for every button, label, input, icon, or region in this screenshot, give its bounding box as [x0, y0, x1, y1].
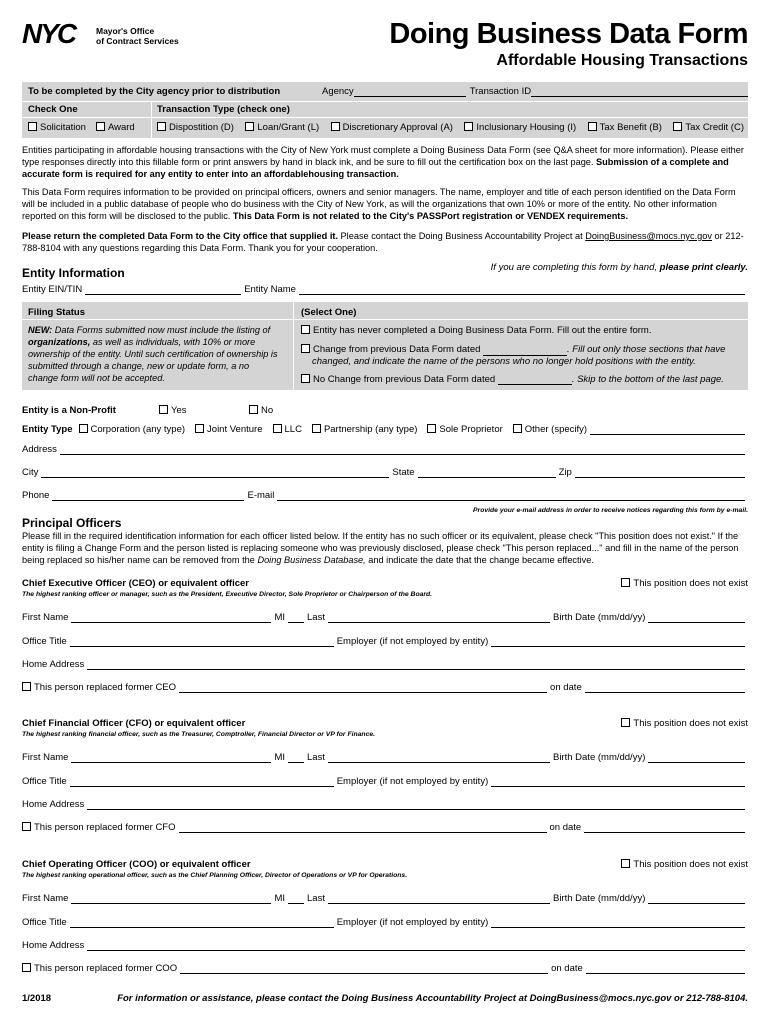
checkbox-icon[interactable] [159, 405, 168, 414]
office-title-field[interactable] [70, 776, 334, 787]
checkbox-icon[interactable] [22, 963, 31, 972]
employer-label: Employer (if not employed by entity) [336, 917, 489, 928]
ein-field[interactable] [85, 284, 241, 295]
checkbox-icon[interactable] [513, 424, 522, 433]
employer-label: Employer (if not employed by entity) [336, 776, 489, 787]
state-field[interactable] [418, 467, 556, 478]
last-name-field[interactable] [328, 752, 550, 763]
replaced-name-field[interactable] [179, 682, 547, 693]
filing-option-new[interactable]: Entity has never completed a Doing Business Data Form. Fill out the entire form. [301, 325, 651, 336]
mi-label: MI [274, 893, 286, 904]
employer-field[interactable] [491, 776, 745, 787]
logo-sub-line2: of Contract Services [96, 36, 179, 46]
officer-description: The highest ranking operational officer, such as the Chief Planning Officer, Director of Operations or VP for Operations. [22, 872, 408, 879]
phone-label: Phone [22, 490, 50, 501]
birth-date-field[interactable] [648, 893, 745, 904]
entity-type-label: Entity Type [22, 424, 73, 435]
transaction-id-field[interactable] [531, 87, 748, 97]
hand-note: If you are completing this form by hand, please print clearly. [490, 262, 748, 273]
office-title-field[interactable] [70, 917, 334, 928]
employer-field[interactable] [491, 636, 745, 647]
on-date-label: on date [551, 963, 583, 974]
type-discretionary[interactable]: Discretionary Approval (A) [331, 122, 453, 133]
agency-label: Agency [322, 86, 354, 97]
filing-option-no-change[interactable]: No Change from previous Data Form dated . Skip to the bottom of the last page. [301, 374, 724, 385]
first-name-label: First Name [22, 752, 69, 763]
filing-status-label: Filing Status [28, 307, 85, 318]
checkbox-icon[interactable] [312, 424, 321, 433]
form-subtitle: Affordable Housing Transactions [496, 52, 748, 69]
email-label: E-mail [247, 490, 275, 501]
type-disposition[interactable]: Dispostition (D) [157, 122, 234, 133]
logo-text: NYC [22, 18, 76, 49]
checkbox-icon[interactable] [301, 325, 310, 334]
agency-field[interactable] [354, 87, 466, 97]
entity-name-field[interactable] [299, 284, 745, 295]
first-name-label: First Name [22, 893, 69, 904]
address-label: Address [22, 444, 57, 455]
officer-title: Chief Executive Officer (CEO) or equivalent officer [22, 578, 249, 589]
entity-information-heading: Entity Information [22, 266, 125, 280]
replaced-name-field[interactable] [180, 963, 548, 974]
employer-label: Employer (if not employed by entity) [336, 636, 489, 647]
checkbox-icon[interactable] [79, 424, 88, 433]
other-specify-field[interactable] [590, 424, 745, 435]
select-one-label: (Select One) [301, 307, 357, 318]
last-name-field[interactable] [328, 612, 550, 623]
type-joint-venture[interactable]: Joint Venture [195, 424, 262, 435]
agency-prior-label: To be completed by the City agency prior to distribution [28, 86, 281, 97]
checkbox-icon[interactable] [249, 405, 258, 414]
checkbox-icon[interactable] [22, 682, 31, 691]
home-address-field[interactable] [87, 799, 745, 810]
city-field[interactable] [41, 467, 389, 478]
first-name-label: First Name [22, 612, 69, 623]
mi-label: MI [274, 612, 286, 623]
officer-section [0, 859, 770, 989]
first-name-field[interactable] [71, 612, 271, 623]
birth-date-label: Birth Date (mm/dd/yy) [552, 752, 646, 763]
type-inclusionary[interactable]: Inclusionary Housing (I) [464, 122, 576, 133]
checkbox-icon[interactable] [621, 859, 630, 868]
address-field[interactable] [60, 444, 745, 455]
checkbox-icon[interactable] [331, 122, 340, 131]
birth-date-field[interactable] [648, 752, 745, 763]
nonprofit-no[interactable]: No [249, 405, 273, 416]
form-title: Doing Business Data Form [389, 18, 748, 50]
city-label: City [22, 467, 39, 478]
checkbox-icon[interactable] [245, 122, 254, 131]
phone-field[interactable] [52, 490, 244, 501]
last-label: Last [307, 612, 325, 623]
new-requirement-note: NEW: Data Forms submitted now must include the listing of organizations, as well as individuals, with 10% or more ownership of the entity. Until such certification of ownership is submitted through a change, new or update form, a no change form will not be accepted. [28, 325, 278, 383]
officer-title: Chief Financial Officer (CFO) or equivalent officer [22, 718, 246, 729]
replaced-date-field[interactable] [585, 682, 745, 693]
position-not-exist[interactable]: This position does not exist [621, 859, 748, 870]
nonprofit-label: Entity is a Non-Profit [22, 405, 116, 416]
birth-date-label: Birth Date (mm/dd/yy) [552, 893, 646, 904]
last-label: Last [307, 893, 325, 904]
position-not-exist[interactable]: This position does not exist [621, 578, 748, 589]
replaced-checkbox[interactable]: This person replaced former CEO [22, 682, 176, 693]
office-title-label: Office Title [22, 636, 67, 647]
change-date-field[interactable] [483, 346, 567, 356]
birth-date-field[interactable] [648, 612, 745, 623]
intro-paragraph-2: This Data Form requires information to be provided on principal officers, owners and senior managers. The name, employer and title of each person identified on the Data Form will be included in a public database of people who do business with the City of New York, as will the organizations that own 10% or more of the entity. No other information reported on this form will be disclosed to the public. This Data Form is not related to the City's PASSPort registration or VENDEX requirements. [22, 187, 736, 221]
office-title-label: Office Title [22, 776, 67, 787]
checkbox-icon[interactable] [621, 578, 630, 587]
type-sole-proprietor[interactable]: Sole Proprietor [427, 424, 502, 435]
transaction-id-label: Transaction ID [469, 86, 532, 97]
replaced-date-field[interactable] [584, 822, 745, 833]
mi-field[interactable] [288, 612, 304, 623]
zip-label: Zip [558, 467, 572, 478]
checkbox-icon[interactable] [588, 122, 597, 131]
mi-field[interactable] [288, 893, 304, 904]
officer-description: The highest ranking officer or manager, such as the President, Executive Director, Sole Proprietor or Chairperson of the Board. [22, 591, 433, 598]
type-corporation[interactable]: Corporation (any type) [79, 424, 186, 435]
type-tax-credit[interactable]: Tax Credit (C) [673, 122, 744, 133]
email-note: Provide your e-mail address in order to receive notices regarding this form by e-mail. [473, 507, 748, 514]
logo-sub-line1: Mayor's Office [96, 26, 155, 36]
officer-section [0, 578, 770, 708]
contact-email-link[interactable]: DoingBusiness@mocs.nyc.gov [585, 231, 712, 241]
checkbox-icon[interactable] [96, 122, 105, 131]
office-title-field[interactable] [70, 636, 334, 647]
intro-paragraph-3: Please return the completed Data Form to the City office that supplied it. Please contact the Doing Business Accountability Project at DoingBusiness@mocs.nyc.gov or 212-788-8104 with any questions regarding this Data Form. Thank you for your cooperation. [22, 231, 744, 253]
checkbox-icon[interactable] [673, 122, 682, 131]
state-label: State [392, 467, 415, 478]
intro-paragraph-1: Entities participating in affordable housing transactions with the City of New York must complete a Doing Business Data Form (see Q&A sheet for more information). Please either type responses directly into this fillable form or print answers by hand in black ink, and be sure to fill out the certification box on the last page. Submission of a complete and accurate form is required for any entity to enter into an affordablehousing transaction. [22, 145, 744, 179]
checkbox-icon[interactable] [273, 424, 282, 433]
email-field[interactable] [277, 490, 745, 501]
replaced-checkbox[interactable]: This person replaced former CFO [22, 822, 176, 833]
nyc-logo [22, 18, 182, 52]
birth-date-label: Birth Date (mm/dd/yy) [552, 612, 646, 623]
mi-field[interactable] [288, 752, 304, 763]
last-label: Last [307, 752, 325, 763]
principal-officers-heading: Principal Officers [22, 516, 122, 530]
officer-title: Chief Operating Officer (COO) or equivalent officer [22, 859, 251, 870]
first-name-field[interactable] [71, 752, 271, 763]
type-loan-grant[interactable]: Loan/Grant (L) [245, 122, 319, 133]
footer-date: 1/2018 [22, 993, 52, 1004]
check-one-label: Check One [28, 104, 78, 115]
checkbox-icon[interactable] [22, 822, 31, 831]
checkbox-icon[interactable] [464, 122, 473, 131]
checkbox-icon[interactable] [427, 424, 436, 433]
mi-label: MI [274, 752, 286, 763]
officer-description: The highest ranking financial officer, such as the Treasurer, Comptroller, Financial Director or VP for Finance. [22, 731, 376, 738]
home-address-field[interactable] [87, 940, 745, 951]
replaced-date-field[interactable] [586, 963, 745, 974]
type-tax-benefit[interactable]: Tax Benefit (B) [588, 122, 662, 133]
checkbox-icon[interactable] [301, 374, 310, 383]
checkbox-icon[interactable] [28, 122, 37, 131]
office-title-label: Office Title [22, 917, 67, 928]
footer-text: For information or assistance, please contact the Doing Business Accountability Project at DoingBusiness@mocs.nyc.gov or 212-788-8104. [117, 993, 748, 1004]
checkbox-icon[interactable] [301, 344, 310, 353]
officer-section [0, 718, 770, 848]
check-award[interactable]: Award [96, 122, 135, 133]
replaced-name-field[interactable] [179, 822, 547, 833]
no-change-date-field[interactable] [498, 375, 572, 385]
home-address-label: Home Address [22, 799, 85, 810]
principal-instructions: Please fill in the required identification information for each officer listed below. If the entity has no such officer or its equivalent, please check "This position does not exist." If the entity is filing a Change Form and the person listed is replacing someone who was previously disclosed, please check "This person replaced..." and fill in the name of the person being replaced so his/her name can be removed from the Doing Business Database, and indicate the date that the change became effective. [22, 531, 739, 565]
checkbox-icon[interactable] [157, 122, 166, 131]
zip-field[interactable] [575, 467, 745, 478]
checkbox-icon[interactable] [621, 718, 630, 727]
type-llc[interactable]: LLC [273, 424, 302, 435]
home-address-field[interactable] [87, 659, 745, 670]
entity-name-label: Entity Name [244, 284, 296, 295]
home-address-label: Home Address [22, 940, 85, 951]
last-name-field[interactable] [328, 893, 550, 904]
on-date-label: on date [550, 682, 582, 693]
position-not-exist[interactable]: This position does not exist [621, 718, 748, 729]
replaced-checkbox[interactable]: This person replaced former COO [22, 963, 177, 974]
ein-label: Entity EIN/TIN [22, 284, 83, 295]
filing-option-change[interactable]: Change from previous Data Form dated . Fill out only those sections that have changed, and indicate the name of the persons who no longer hold positions with the entity. [301, 344, 741, 368]
first-name-field[interactable] [71, 893, 271, 904]
type-partnership[interactable]: Partnership (any type) [312, 424, 417, 435]
transaction-type-label: Transaction Type (check one) [157, 104, 290, 115]
check-solicitation[interactable]: Solicitation [28, 122, 86, 133]
on-date-label: on date [549, 822, 582, 833]
checkbox-icon[interactable] [195, 424, 204, 433]
type-other[interactable]: Other (specify) [513, 424, 587, 435]
nonprofit-yes[interactable]: Yes [159, 405, 187, 416]
home-address-label: Home Address [22, 659, 85, 670]
employer-field[interactable] [491, 917, 745, 928]
